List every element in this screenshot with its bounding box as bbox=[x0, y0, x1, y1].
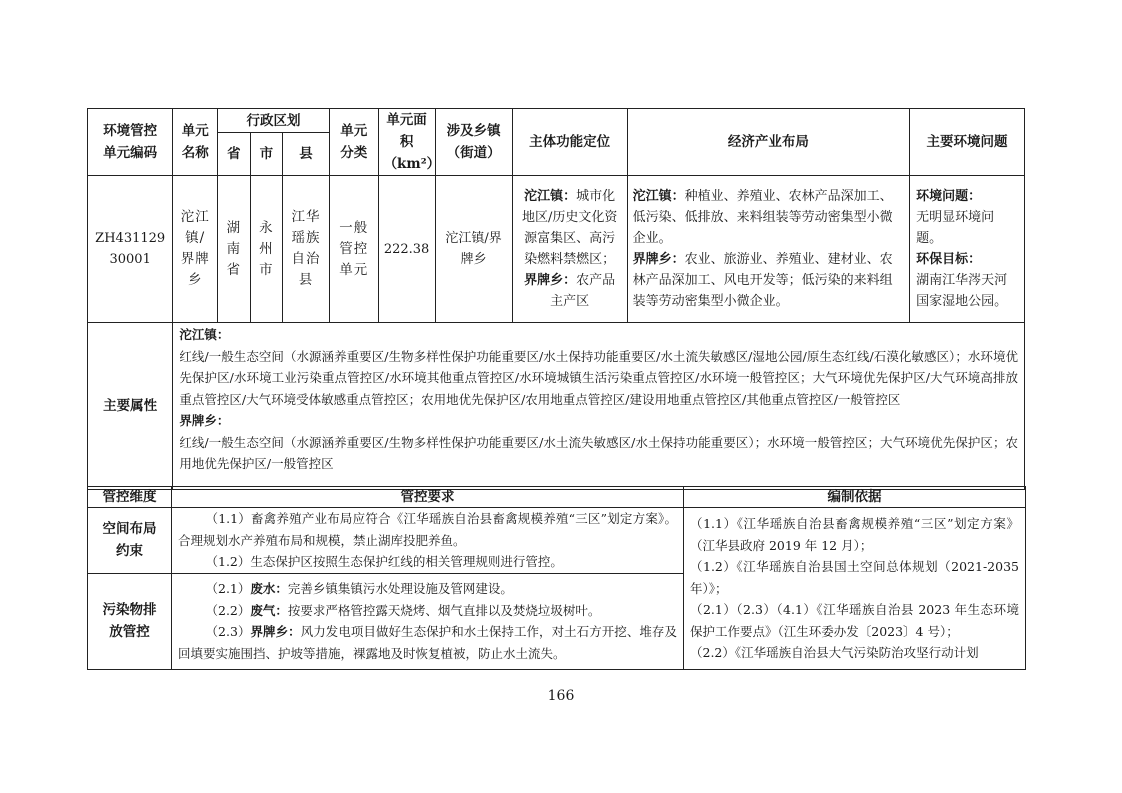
requirement-1-2: （1.2）生态保护区按照生态保护红线的相关管理规则进行管控。 bbox=[205, 554, 563, 569]
cell-county: 江华瑶族自治县 bbox=[283, 176, 330, 323]
header-unit-name: 单元名称 bbox=[173, 109, 218, 176]
header-towns: 涉及乡镇（街道） bbox=[435, 109, 512, 176]
requirement-2-2: （2.2）废气：按要求严格管控露天烧烤、烟气直排以及焚烧垃圾树叶。 bbox=[205, 602, 601, 618]
requirement-spatial bbox=[172, 508, 684, 574]
function-town1-label: 沱江镇： bbox=[524, 189, 577, 204]
economy-town1-label: 沱江镇： bbox=[632, 189, 685, 204]
cell-unit-class: 一般管控单元 bbox=[329, 176, 378, 323]
control-table bbox=[87, 486, 1026, 670]
attributes-town1-text: 红线/一般生态空间（水源涵养重要区/生物多样性保护功能重要区/水土保持功能重要区/水土流失敏感区/湿地公园/原生态红线/石漠化敏感区）；水环境优先保护区/水环境工业污染重点管控区/水环境其他重点管控区/水环境城镇生活污染重点管控区/水环境一般管控区；大气环境优先保护区/大气环境高排放重点管控区/大气环境受体敏感重点管控区；农用地优先保护区/农用地重点管控区/建设用地重点管控区/其他重点管控区/一般管控区 bbox=[179, 348, 1018, 407]
basis-2-2: （2.2）《江华瑶族自治县大气污染防治攻坚行动计划 bbox=[690, 645, 979, 660]
attributes-town2-text: 红线/一般生态空间（水源涵养重要区/生物多样性保护功能重要区/水土流失敏感区/水土保持功能重要区）；水环境一般管控区；大气环境优先保护区；农用地优先保护区/一般管控区 bbox=[179, 434, 1018, 471]
cell-area: 222.38 bbox=[378, 176, 435, 323]
header-requirement: 管控要求 bbox=[172, 487, 684, 508]
function-town1-text: 城市化地区/历史文化资源富集区、高污染燃料禁燃区； bbox=[521, 189, 618, 267]
basis-1-1: （1.1）《江华瑶族自治县畜禽规模养殖“三区”划定方案》（江华县政府 2019 年 12 月）； bbox=[690, 516, 1019, 553]
header-basis: 编制依据 bbox=[684, 487, 1026, 508]
requirement-2-1: （2.1）废水：完善乡镇集镇污水处理设施及管网建设。 bbox=[205, 581, 513, 596]
header-function: 主体功能定位 bbox=[512, 109, 627, 176]
function-town2-text: 农产品主产区 bbox=[550, 273, 616, 309]
env-goal-text: 湖南江华涔天河国家湿地公园。 bbox=[916, 273, 1008, 309]
unit-info-table bbox=[87, 108, 1025, 490]
header-area: 单元面积（km²） bbox=[378, 109, 435, 176]
basis-1-2: （1.2）《江华瑶族自治县国土空间总体规划（2021-2035年）》； bbox=[690, 559, 1019, 596]
dimension-pollution: 污染物排放管控 bbox=[88, 573, 172, 669]
cell-function bbox=[512, 176, 627, 323]
env-issue-label: 环境问题： bbox=[916, 189, 982, 204]
header-dimension: 管控维度 bbox=[88, 487, 172, 508]
function-town2-label: 界牌乡： bbox=[524, 273, 577, 288]
header-city: 市 bbox=[250, 133, 283, 176]
env-goal-label: 环保目标： bbox=[916, 252, 982, 267]
attributes-town2-label: 界牌乡： bbox=[179, 413, 230, 428]
cell-city: 永州市 bbox=[250, 176, 283, 323]
env-issue-text: 无明显环境问题。 bbox=[916, 210, 995, 246]
economy-town2-label: 界牌乡： bbox=[632, 252, 685, 267]
attributes-content bbox=[173, 323, 1025, 490]
cell-economy bbox=[627, 176, 910, 323]
basis-content bbox=[684, 508, 1026, 670]
cell-env-issue bbox=[910, 176, 1025, 323]
page-number: 166 bbox=[547, 688, 575, 704]
header-economy: 经济产业布局 bbox=[627, 109, 910, 176]
economy-town1-text: 种植业、养殖业、农林产品深加工、低污染、低排放、来料组装等劳动密集型小微企业。 bbox=[632, 189, 893, 246]
basis-2-1: （2.1）（2.3）（4.1）《江华瑶族自治县 2023 年生态环境保护工作要点》（江生环委办发〔2023〕4 号）； bbox=[690, 602, 1019, 639]
header-province: 省 bbox=[218, 133, 251, 176]
requirement-2-3: （2.3）界牌乡：风力发电项目做好生态保护和水土保持工作，对土石方开挖、堆存及回填要实施围挡、护坡等措施，裸露地及时恢复植被，防止水土流失。 bbox=[178, 624, 677, 661]
header-code: 环境管控单元编码 bbox=[88, 109, 173, 176]
cell-towns: 沱江镇/界牌乡 bbox=[435, 176, 512, 323]
requirement-pollution bbox=[172, 573, 684, 669]
header-county: 县 bbox=[283, 133, 330, 176]
dimension-spatial: 空间布局约束 bbox=[88, 508, 172, 574]
header-unit-class: 单元分类 bbox=[329, 109, 378, 176]
header-env-issue: 主要环境问题 bbox=[910, 109, 1025, 176]
attributes-town1-label: 沱江镇： bbox=[179, 327, 230, 342]
cell-province: 湖南省 bbox=[218, 176, 251, 323]
requirement-1-1: （1.1）畜禽养殖产业布局应符合《江华瑶族自治县畜禽规模养殖“三区”划定方案》。合理规划水产养殖布局和规模，禁止湖库投肥养鱼。 bbox=[178, 511, 677, 548]
cell-code: ZH43112930001 bbox=[88, 176, 173, 323]
attributes-label: 主要属性 bbox=[88, 323, 173, 490]
cell-unit-name: 沱江镇/界牌乡 bbox=[173, 176, 218, 323]
header-admin: 行政区划 bbox=[218, 109, 330, 133]
economy-town2-text: 农业、旅游业、养殖业、建材业、农林产品深加工、风电开发等；低污染的来料组装等劳动密集型小微企业。 bbox=[632, 252, 893, 309]
